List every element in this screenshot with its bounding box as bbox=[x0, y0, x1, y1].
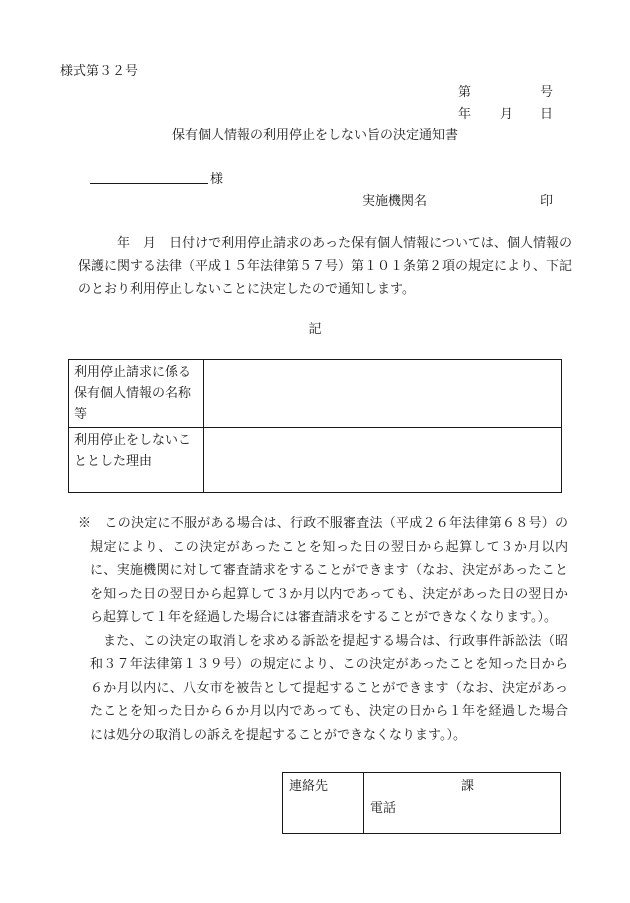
ki-heading: 記 bbox=[308, 322, 322, 337]
contact-dept: 課 bbox=[460, 779, 474, 794]
notice-body-text: 年 月 日付けで利用停止請求のあった保有個人情報については、個人情報の保護に関する法律（平成１５年法律第５７号）第１０１条第２項の規定により、下記のとおり利用停止しないことに決定したので通知します。 bbox=[78, 236, 573, 297]
notice-body bbox=[78, 232, 572, 301]
agency-name-label: 実施機関名 bbox=[362, 194, 428, 209]
document-title: 保有個人情報の利用停止をしない旨の決定通知書 bbox=[171, 128, 458, 143]
contact-details bbox=[364, 773, 561, 834]
info-table bbox=[68, 359, 562, 493]
addressee-name-line bbox=[90, 182, 208, 184]
date-day-label: 日 bbox=[540, 107, 554, 122]
appeal-note: ※ この決定に不服がある場合は、行政不服審査法（平成２６年法律第６８号）の規定により、この決定があったことを知った日の翌日から起算して３か月以内に、実施機関に対して審査請求をすることができます（なお、決定があったことを知った日の翌日から起算して３か月以内であっても、決定があった日の翌日から起算して１年を経過した場合には審査請求をすることができなくなります。）。 bbox=[78, 516, 568, 625]
document-number-prefix: 第 bbox=[458, 85, 472, 100]
form-number: 様式第３２号 bbox=[60, 64, 139, 79]
table-row bbox=[283, 773, 561, 834]
contact-phone: 電話 bbox=[370, 801, 397, 816]
document-number-suffix: 号 bbox=[540, 85, 554, 100]
table-row bbox=[69, 360, 562, 428]
info-name-value bbox=[204, 360, 562, 428]
seal-mark: 印 bbox=[540, 194, 554, 209]
contact-table bbox=[282, 772, 561, 834]
table-row bbox=[69, 428, 562, 493]
contact-label: 連絡先 bbox=[283, 773, 364, 834]
date-month-label: 月 bbox=[500, 107, 514, 122]
date-year-label: 年 bbox=[458, 107, 472, 122]
reason-label: 利用停止をしないこととした理由 bbox=[69, 428, 204, 493]
addressee-suffix: 様 bbox=[210, 172, 224, 187]
lawsuit-note: また、この決定の取消しを求める訴訟を提起する場合は、行政事件訴訟法（昭和３７年法律第１３９号）の規定により、この決定があったことを知った日から６か月以内に、八女市を被告として提起することができます（なお、決定があったことを知った日から６か月以内であっても、決定の日から１年を経過した場合には処分の取消しの訴えを提起することができなくなります。）。 bbox=[90, 633, 568, 743]
notes-section bbox=[78, 512, 568, 747]
reason-value bbox=[204, 428, 562, 493]
info-name-label: 利用停止請求に係る保有個人情報の名称等 bbox=[69, 360, 204, 428]
